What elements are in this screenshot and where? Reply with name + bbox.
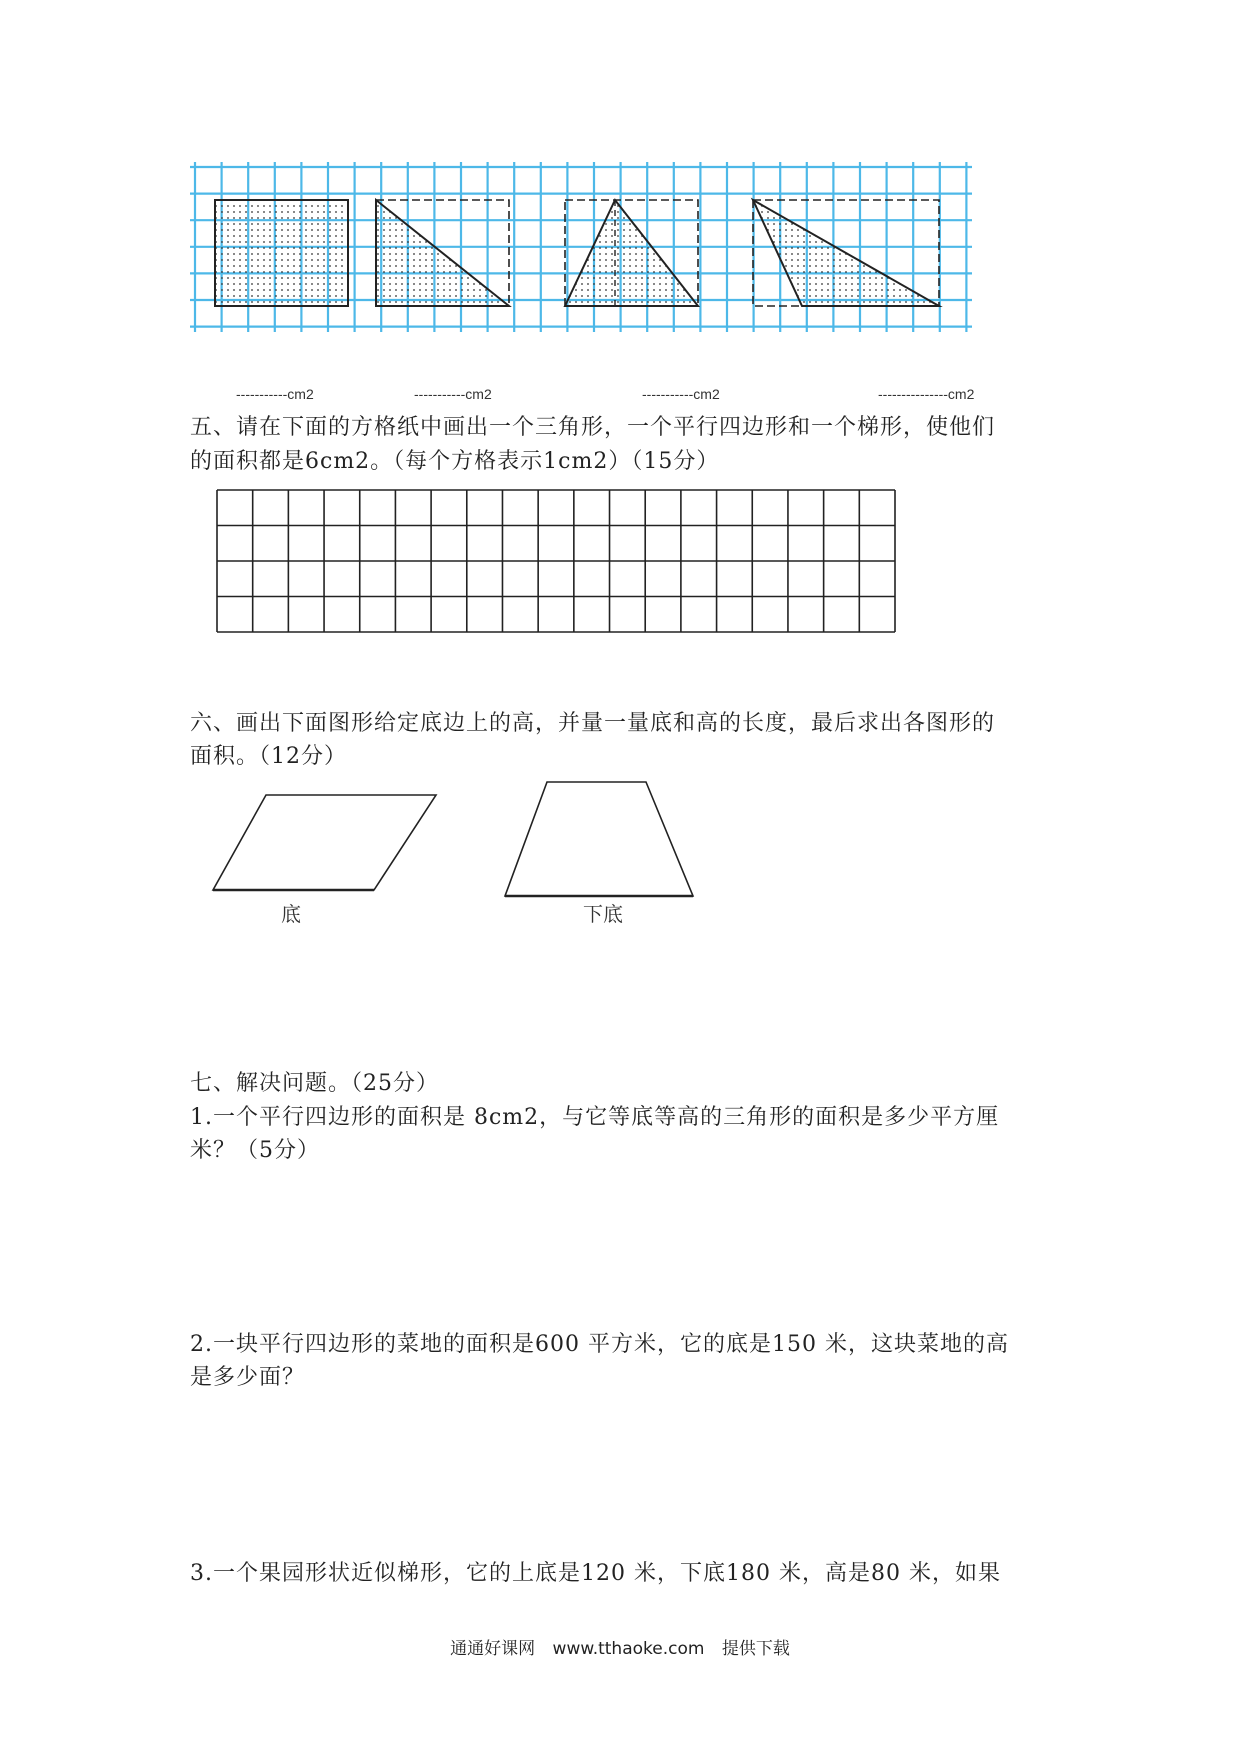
question-7-2-line-2: 是多少面？ — [190, 1365, 306, 1390]
question-7-1-line-2: 米？（5分） — [190, 1138, 320, 1163]
page-footer — [0, 1634, 1240, 1659]
footer-site-name: 通通好课网 — [450, 1639, 536, 1659]
answer-blank-1: -----------cm2 — [236, 386, 314, 402]
question-7-title: 七、解决问题。（25分） — [190, 1071, 439, 1096]
square-grid-paper — [216, 488, 896, 636]
trapezoid-figure — [500, 778, 700, 900]
answer-blank-4: ---------------cm2 — [878, 386, 975, 402]
question-5-line-2: 的面积都是6cm2。（每个方格表示1cm2）（15分） — [190, 449, 720, 474]
answer-blank-3: -----------cm2 — [642, 386, 720, 402]
blue-grid-figure — [190, 162, 980, 342]
parallelogram-figure — [208, 790, 448, 900]
question-7-3-line-1: 3.一个果园形状近似梯形，它的上底是120 米，下底180 米，高是80 米，如果 — [190, 1561, 1001, 1586]
dotted-isosceles-triangle — [565, 200, 698, 306]
dotted-right-triangle — [376, 200, 509, 306]
parallelogram-base-label: 底 — [281, 904, 301, 926]
footer-suffix: 提供下载 — [721, 1639, 790, 1659]
question-6-line-1: 六、画出下面图形给定底边上的高，并量一量底和高的长度，最后求出各图形的 — [190, 711, 996, 736]
dotted-rectangle — [215, 200, 348, 306]
footer-url[interactable]: www.tthaoke.com — [552, 1639, 705, 1659]
question-7-1-line-1: 1.一个平行四边形的面积是 8cm2，与它等底等高的三角形的面积是多少平方厘 — [190, 1105, 1000, 1130]
question-5-line-1: 五、请在下面的方格纸中画出一个三角形，一个平行四边形和一个梯形，使他们 — [190, 415, 996, 440]
question-6-line-2: 面积。（12分） — [190, 744, 347, 769]
trapezoid-base-label: 下底 — [583, 904, 623, 926]
question-7-2-line-1: 2.一块平行四边形的菜地的面积是600 平方米，它的底是150 米，这块菜地的高 — [190, 1332, 1009, 1357]
answer-blank-2: -----------cm2 — [414, 386, 492, 402]
